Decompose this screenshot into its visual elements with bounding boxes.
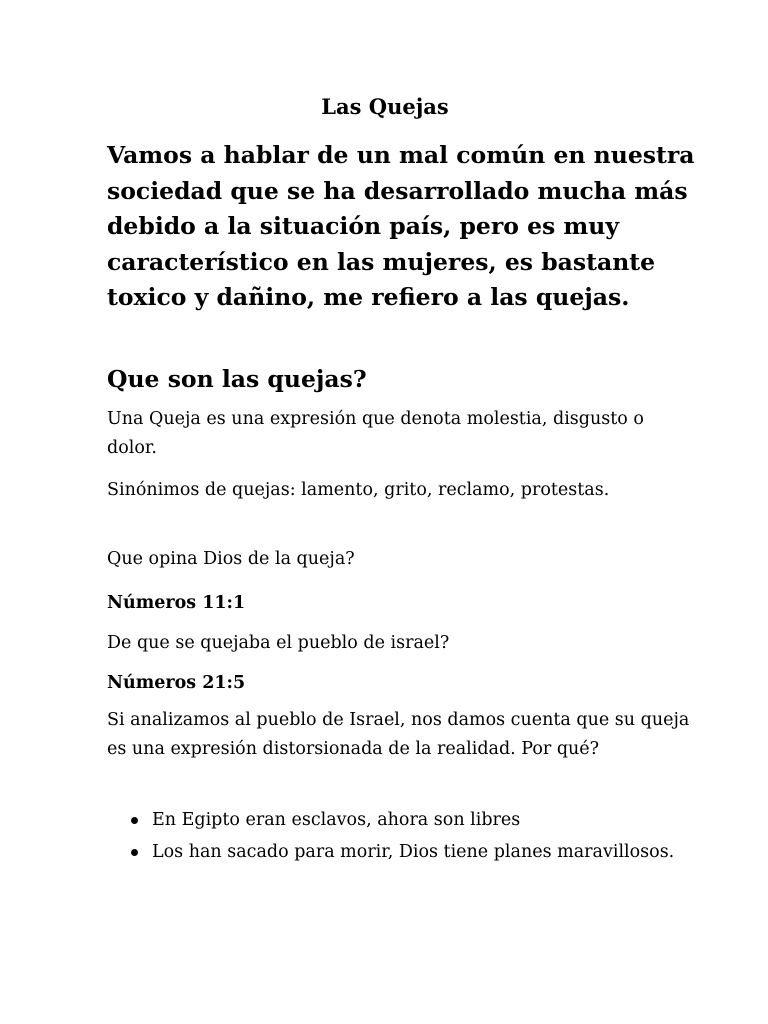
list-item-text: Los han sacado para morir, Dios tiene planes maravillosos. bbox=[152, 842, 675, 862]
analysis-paragraph: Si analizamos al pueblo de Israel, nos damos cuenta que su queja es una expresión distorsionada de la realidad. Por qué? bbox=[107, 710, 690, 759]
section-heading: Que son las quejas? bbox=[107, 365, 367, 393]
question-paragraph: De que se quejaba el pueblo de israel? bbox=[107, 633, 450, 653]
bullet-icon bbox=[131, 849, 138, 856]
bullet-list bbox=[107, 806, 697, 870]
bullet-icon bbox=[131, 817, 138, 824]
synonyms-paragraph: Sinónimos de quejas: lamento, grito, reclamo, protestas. bbox=[107, 480, 610, 500]
bible-reference: Números 11:1 bbox=[107, 593, 246, 613]
definition-paragraph: Una Queja es una expresión que denota molestia, disgusto o dolor. bbox=[107, 409, 644, 458]
intro-paragraph: Vamos a hablar de un mal común en nuestra sociedad que se ha desarrollado mucha más debido a la situación país, pero es muy característico en las mujeres, es bastante toxico y dañino, me refiero a las quejas. bbox=[107, 141, 695, 311]
list-item bbox=[107, 806, 697, 835]
list-item bbox=[107, 838, 697, 867]
bible-reference: Números 21:5 bbox=[107, 673, 246, 693]
document-title: Las Quejas bbox=[321, 94, 449, 119]
list-item-text: En Egipto eran esclavos, ahora son libres bbox=[152, 810, 521, 830]
question-paragraph: Que opina Dios de la queja? bbox=[107, 549, 355, 569]
